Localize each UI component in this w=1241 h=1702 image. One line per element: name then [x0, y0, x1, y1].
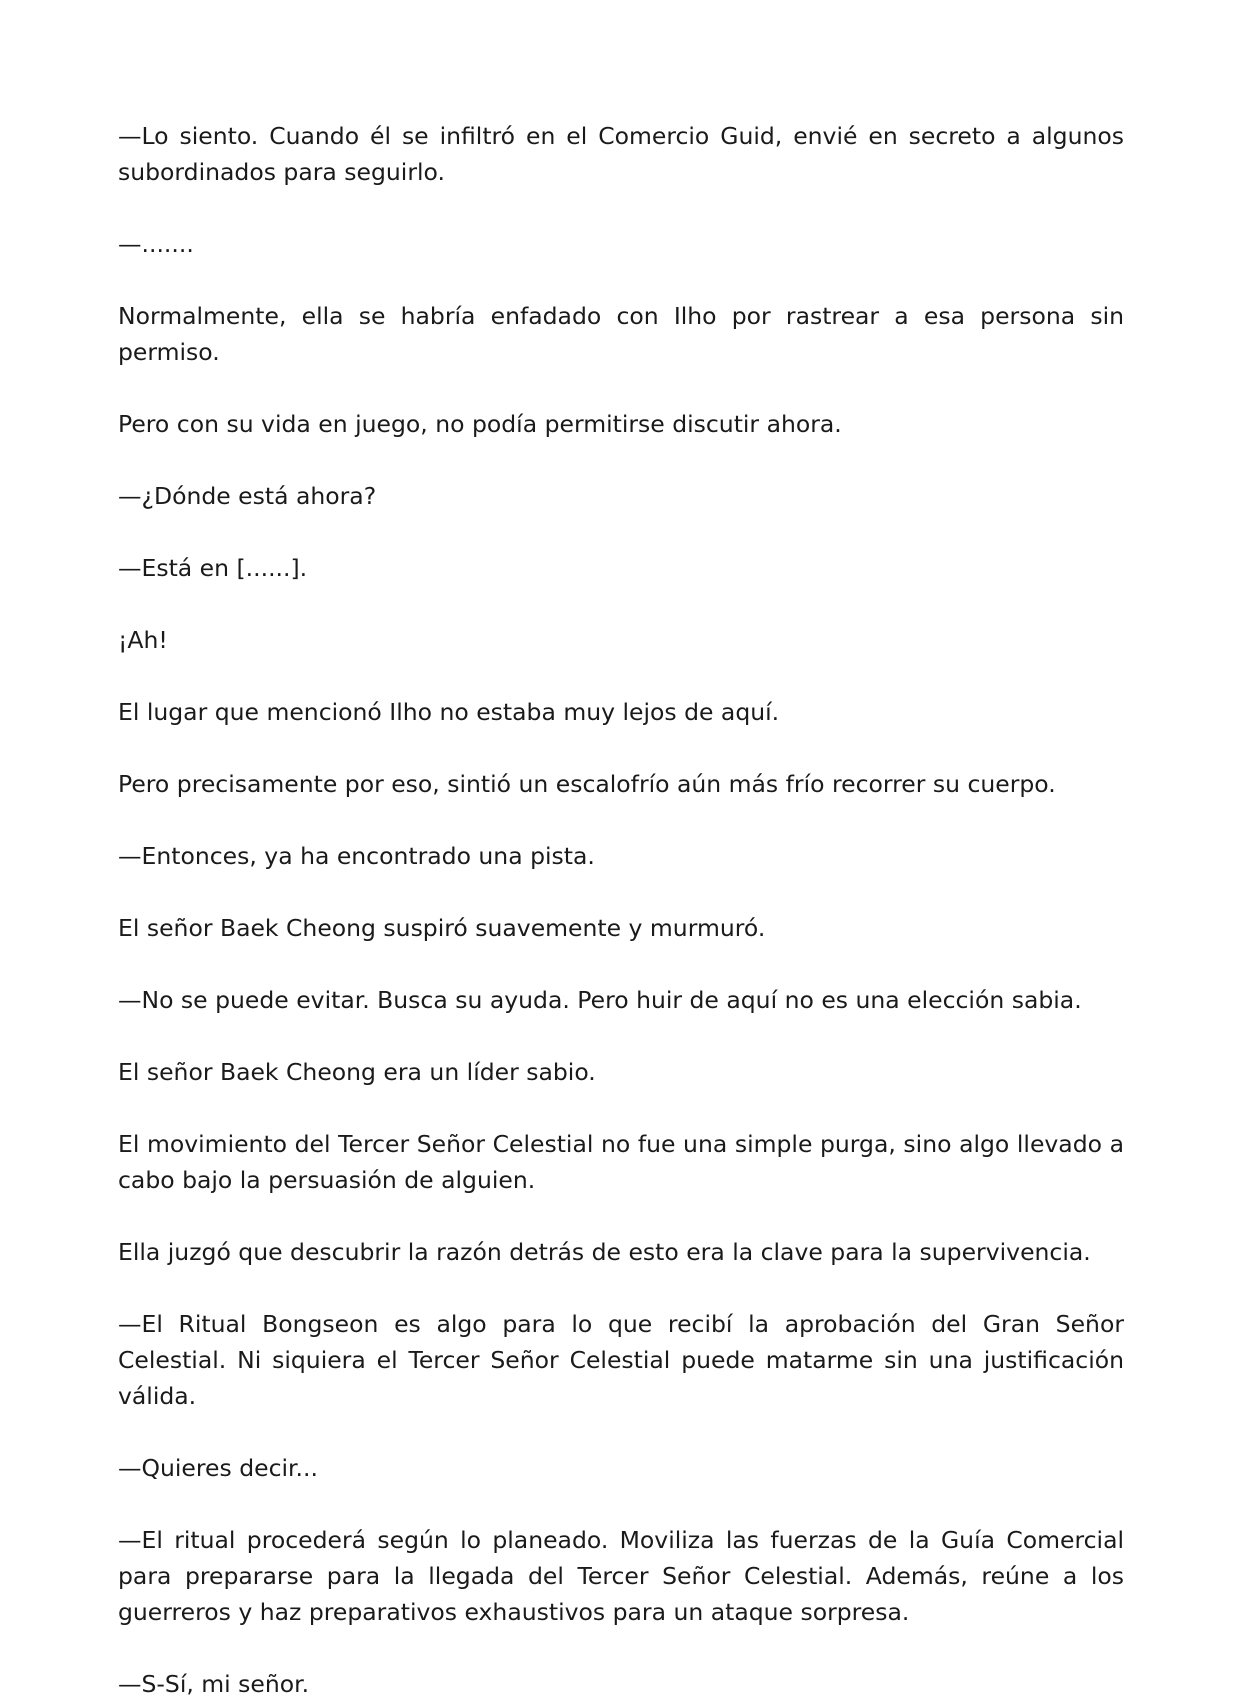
- paragraph-6: —Está en [......].: [118, 554, 308, 582]
- paragraph-12: —No se puede evitar. Busca su ayuda. Pero huir de aquí no es una elección sabia.: [118, 986, 1082, 1014]
- paragraph-5: —¿Dónde está ahora?: [118, 482, 377, 510]
- paragraph-11: El señor Baek Cheong suspiró suavemente y murmuró.: [118, 914, 766, 942]
- paragraph-1: —Lo siento. Cuando él se infiltró en el Comercio Guid, envié en secreto a algunos subordinados para seguirlo.: [118, 122, 1124, 186]
- paragraph-9: Pero precisamente por eso, sintió un escalofrío aún más frío recorrer su cuerpo.: [118, 770, 1056, 798]
- paragraph-8: El lugar que mencionó Ilho no estaba muy lejos de aquí.: [118, 698, 780, 726]
- paragraph-13: El señor Baek Cheong era un líder sabio.: [118, 1058, 596, 1086]
- paragraph-4: Pero con su vida en juego, no podía permitirse discutir ahora.: [118, 410, 842, 438]
- paragraph-19: —S-Sí, mi señor.: [118, 1670, 310, 1698]
- paragraph-18: —El ritual procederá según lo planeado. Moviliza las fuerzas de la Guía Comercial para prepararse para la llegada del Tercer Señor Celestial. Además, reúne a los guerreros y haz preparativos exhaustivos para un ataque sorpresa.: [118, 1526, 1124, 1626]
- paragraph-14: El movimiento del Tercer Señor Celestial no fue una simple purga, sino algo llevado a cabo bajo la persuasión de alguien.: [118, 1130, 1124, 1194]
- paragraph-2: —.......: [118, 230, 194, 258]
- document-body: [118, 118, 1124, 1702]
- paragraph-15: Ella juzgó que descubrir la razón detrás de esto era la clave para la supervivencia.: [118, 1238, 1091, 1266]
- paragraph-3: Normalmente, ella se habría enfadado con Ilho por rastrear a esa persona sin permiso.: [118, 302, 1124, 366]
- paragraph-7: ¡Ah!: [118, 626, 168, 654]
- paragraph-17: —Quieres decir...: [118, 1454, 318, 1482]
- paragraph-10: —Entonces, ya ha encontrado una pista.: [118, 842, 595, 870]
- paragraph-16: —El Ritual Bongseon es algo para lo que recibí la aprobación del Gran Señor Celestial. Ni siquiera el Tercer Señor Celestial puede matarme sin una justificación válida.: [118, 1310, 1124, 1410]
